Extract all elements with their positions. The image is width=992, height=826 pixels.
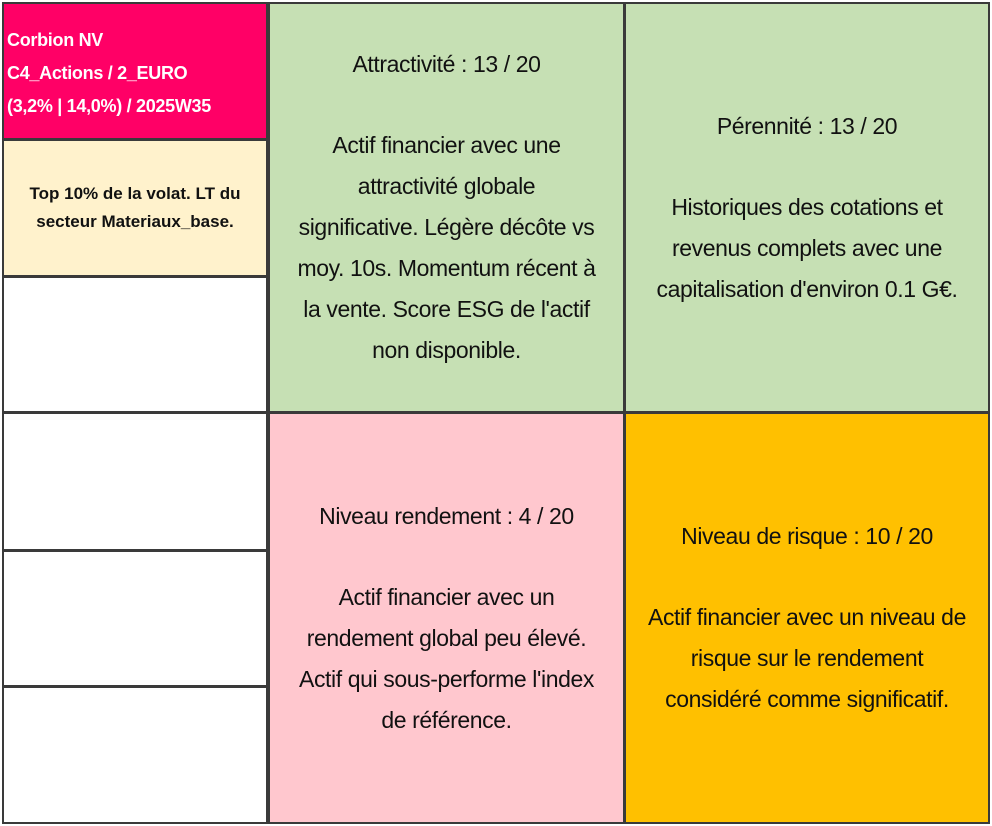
- attractivite-line: moy. 10s. Momentum récent à: [297, 255, 596, 281]
- attractivite-cell: [268, 2, 625, 413]
- empty-cell: [2, 412, 268, 551]
- perennite-line: Historiques des cotations et: [671, 193, 943, 220]
- asset-name: Corbion NV: [7, 30, 103, 50]
- attractivite-line: attractivité globale: [357, 173, 536, 199]
- attractivite-line: Actif financier avec une: [332, 132, 561, 158]
- attractivite-line: significative. Légère décôte vs: [298, 214, 595, 240]
- attractivite-line: non disponible.: [372, 337, 521, 363]
- rendement-line: rendement global peu élevé.: [306, 624, 587, 651]
- perennite-title: Pérennité : 13 / 20: [716, 112, 898, 139]
- attractivite-line: la vente. Score ESG de l'actif: [303, 296, 590, 322]
- perennite-line: revenus complets avec une: [672, 234, 942, 261]
- rendement-line: Actif qui sous-performe l'index: [299, 665, 594, 692]
- empty-cell: [2, 550, 268, 687]
- empty-cell: [2, 686, 268, 824]
- rendement-cell: [268, 412, 625, 824]
- note-line-1: Top 10% de la volat. LT du: [29, 184, 241, 203]
- empty-cell: [2, 276, 268, 413]
- risque-cell: [624, 412, 990, 824]
- risque-line: Actif financier avec un niveau de: [648, 604, 966, 630]
- risque-line: considéré comme significatif.: [665, 686, 949, 712]
- rendement-line: de référence.: [381, 706, 512, 733]
- risque-title: Niveau de risque : 10 / 20: [681, 523, 933, 549]
- perennite-cell: [624, 2, 990, 413]
- asset-stats: (3,2% | 14,0%) / 2025W35: [7, 96, 211, 116]
- asset-header-cell: [2, 2, 268, 140]
- volatility-note-cell: [2, 139, 268, 277]
- attractivite-title: Attractivité : 13 / 20: [352, 51, 541, 77]
- note-line-2: secteur Materiaux_base.: [36, 212, 234, 231]
- risque-line: risque sur le rendement: [690, 645, 924, 671]
- rendement-line: Actif financier avec un: [338, 583, 555, 610]
- rendement-title: Niveau rendement : 4 / 20: [319, 502, 574, 529]
- asset-category: C4_Actions / 2_EURO: [7, 63, 188, 83]
- perennite-line: capitalisation d'environ 0.1 G€.: [656, 275, 958, 302]
